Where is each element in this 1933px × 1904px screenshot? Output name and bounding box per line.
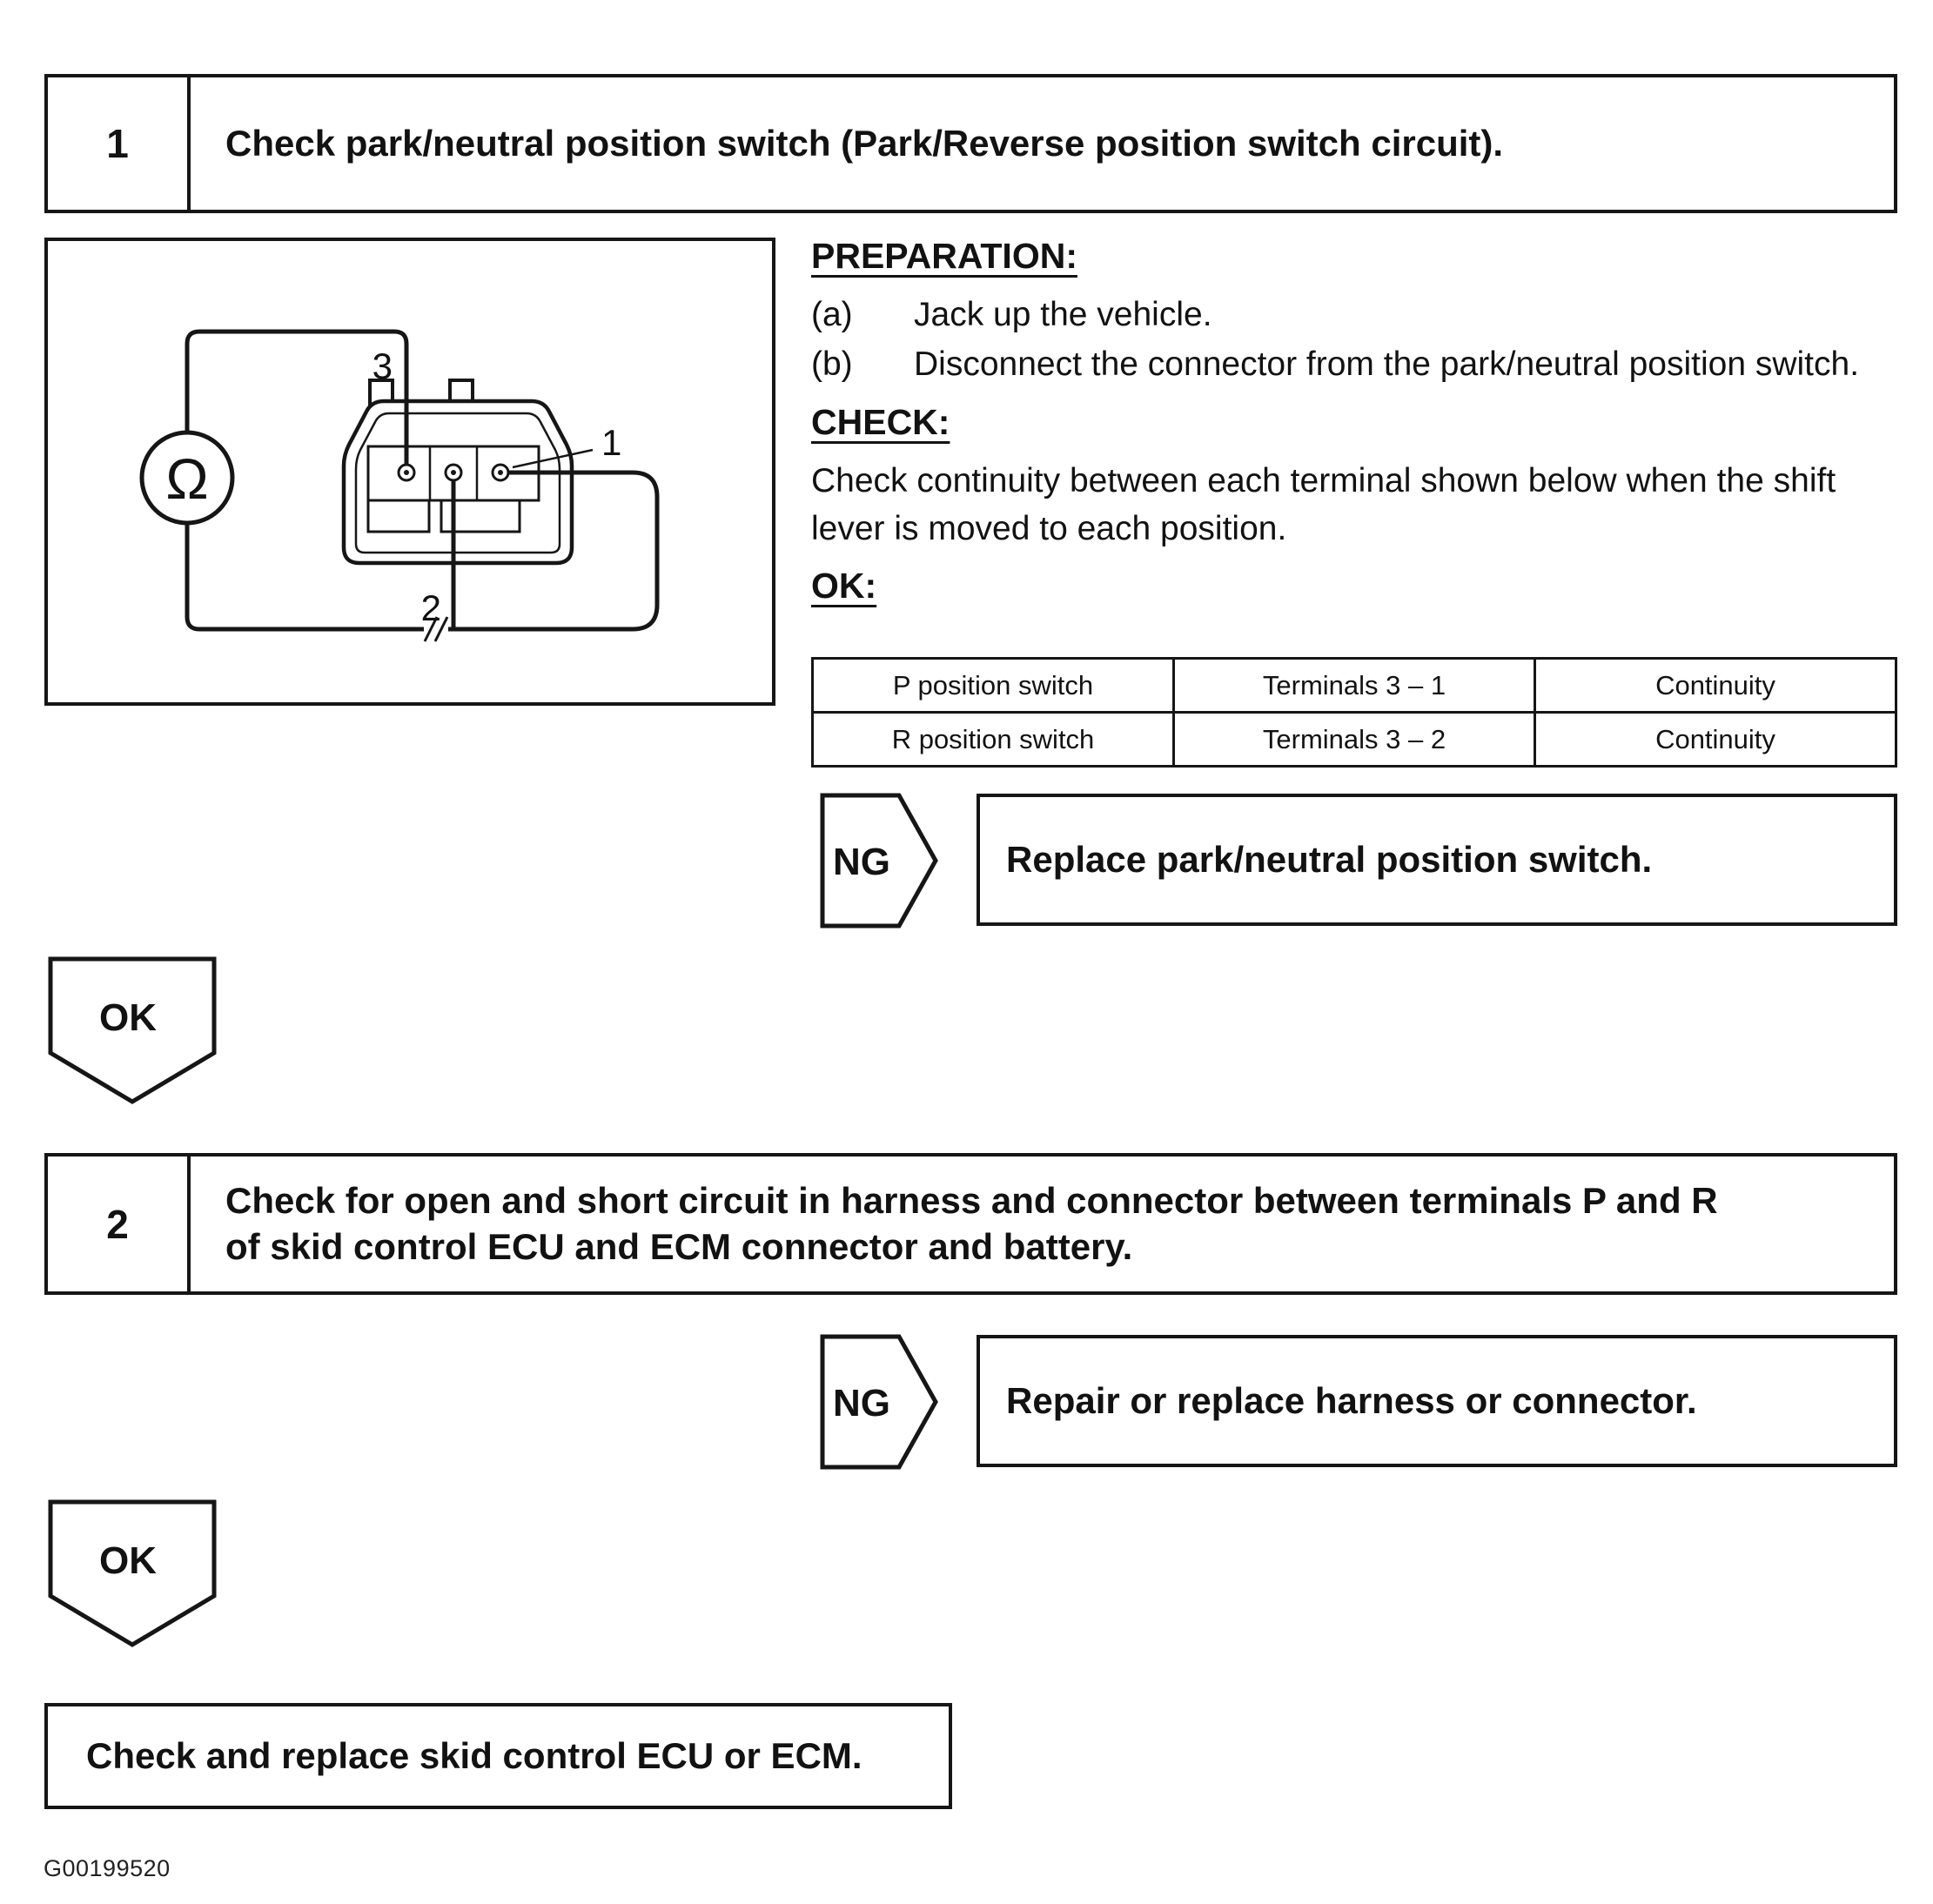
ng-label: NG bbox=[833, 1382, 890, 1425]
prep-item-b-text: Disconnect the connector from the park/neutral position switch. bbox=[914, 345, 1860, 383]
pin-2-dot bbox=[451, 470, 456, 475]
step-2-header bbox=[44, 1153, 1897, 1295]
ng-result-2-text: Repair or replace harness or connector. bbox=[1006, 1380, 1697, 1421]
ohm-symbol: Ω bbox=[165, 446, 209, 511]
table-row bbox=[813, 659, 1896, 713]
prep-item-b bbox=[811, 341, 1901, 389]
prep-item-a-label: (a) bbox=[811, 296, 853, 334]
step-1-instructions bbox=[811, 231, 1901, 622]
step-2-title: Check for open and short circuit in harness and connector between terminals P and R of skid control ECU and ECM connector and battery. bbox=[225, 1180, 1718, 1267]
continuity-table bbox=[811, 657, 1897, 768]
pin-label-1: 1 bbox=[601, 422, 622, 463]
ok-heading: OK: bbox=[811, 566, 877, 607]
table-cell-terminals: Terminals 3 – 1 bbox=[1174, 659, 1535, 713]
preparation-heading: PREPARATION: bbox=[811, 236, 1077, 276]
connector-diagram bbox=[48, 241, 772, 702]
ng-result-box-2 bbox=[977, 1335, 1897, 1467]
table-row bbox=[813, 713, 1896, 767]
final-instruction-text: Check and replace skid control ECU or ECM. bbox=[86, 1735, 862, 1776]
table-cell-switch: R position switch bbox=[813, 713, 1174, 767]
pin-1-dot bbox=[498, 470, 503, 475]
step-1-header bbox=[44, 74, 1897, 213]
ng-result-1-text: Replace park/neutral position switch. bbox=[1006, 839, 1653, 880]
pin-label-2: 2 bbox=[420, 587, 441, 628]
check-text: Check continuity between each terminal shown below when the shift lever is moved to each position. bbox=[811, 461, 1836, 547]
step-2-number: 2 bbox=[48, 1156, 191, 1291]
check-heading: CHECK: bbox=[811, 401, 950, 442]
prep-item-b-label: (b) bbox=[811, 345, 853, 383]
ng-arrow-1 bbox=[819, 792, 939, 929]
ng-label: NG bbox=[833, 841, 890, 883]
table-cell-terminals: Terminals 3 – 2 bbox=[1174, 713, 1535, 767]
ok-arrow-2 bbox=[47, 1498, 218, 1650]
table-cell-result: Continuity bbox=[1535, 659, 1896, 713]
pin-label-3: 3 bbox=[372, 345, 393, 386]
ng-arrow-2 bbox=[819, 1333, 939, 1471]
ok-label: OK bbox=[99, 1539, 157, 1582]
ng-result-box-1 bbox=[977, 794, 1897, 926]
figure-code: G00199520 bbox=[44, 1855, 171, 1881]
pin-3-dot bbox=[404, 470, 409, 475]
step-1-number: 1 bbox=[48, 77, 191, 210]
step-1-title: Check park/neutral position switch (Park/Reverse position switch circuit). bbox=[225, 122, 1504, 164]
ok-label: OK bbox=[99, 996, 157, 1039]
prep-item-a-text: Jack up the vehicle. bbox=[914, 296, 1212, 334]
connector-diagram-box bbox=[44, 238, 775, 706]
ok-arrow-1 bbox=[47, 955, 218, 1107]
prep-item-a bbox=[811, 292, 1901, 339]
table-cell-switch: P position switch bbox=[813, 659, 1174, 713]
final-instruction-box bbox=[44, 1703, 952, 1809]
table-cell-result: Continuity bbox=[1535, 713, 1896, 767]
